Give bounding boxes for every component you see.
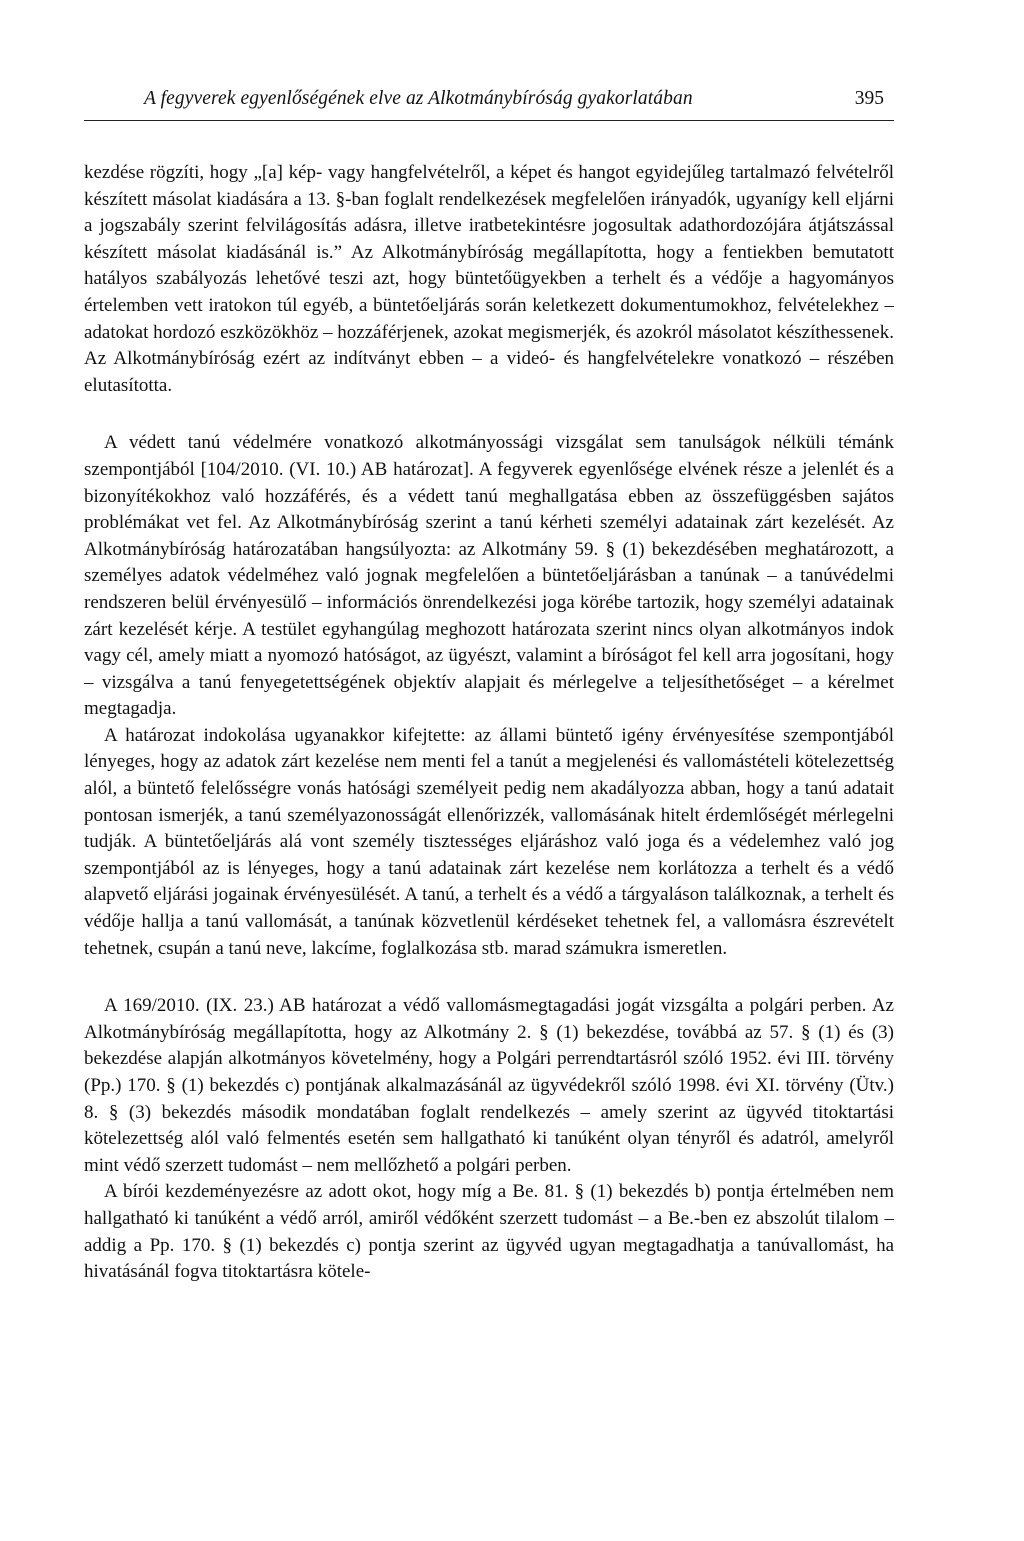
paragraph-reasoning: A határozat indokolása ugyanakkor kifejtette: az állami büntető igény érvényesítése szempontjából lényeges, hogy az adatok zárt kezelése nem menti fel a tanút a megjelenési és vallomástételi kötelezettség alól, a büntető felelősségre vonás hatósági személyeit pedig nem akadályozza abban, hogy a tanú adatait pontosan ismerjék, a tanú személyazonosságát ellenőrizzék, vallomásának hitelt érdemlőségét mérlegelni tudják. A büntetőeljárás alá vont személy tisztességes eljáráshoz való joga és a védelemhez való jog szempontjából az is lényeges, hogy a tanú adatainak zárt kezelése nem korlátozza a terhelt és a védő alapvető eljárási jogainak érvényesülését. A tanú, a terhelt és a védő a tárgyaláson találkoznak, a terhelt és védője hallja a tanú vallomását, a tanúnak közvetlenül kérdéseket tehetnek fel, a vallomásra észrevételt tehetnek, csupán a tanú neve, lakcíme, foglalkozása stb. marad számukra ismeretlen.	[84, 724, 894, 959]
document-page	[84, 78, 894, 1286]
paragraph-civil-procedure: A 169/2010. (IX. 23.) AB határozat a védő vallomásmegtagadási jogát vizsgálta a polgári perben. Az Alkotmánybíróság megállapította, hogy az Alkotmány 2. § (1) bekezdése, továbbá az 57. § (1) és (3) bekezdése alapján alkotmányos követelmény, hogy a Polgári perrendtartásról szóló 1952. évi III. törvény (Pp.) 170. § (1) bekezdés c) pontjának alkalmazásánál az ügyvédekről szóló 1998. évi XI. törvény (Ütv.) 8. § (3) bekezdés második mondatában foglalt rendelkezés – amely szerint az ügyvéd titoktartási kötelezettség alól való felmentés esetén sem hallgatható ki tanúként olyan tényről és adatról, amelyről mint védő szerzett tudomást – nem mellőzhető a polgári perben.	[84, 995, 894, 1176]
body-text	[84, 160, 894, 1286]
paragraph-protected-witness: A védett tanú védelmére vonatkozó alkotmányossági vizsgálat sem tanulságok nélküli témánk szempontjából [104/2010. (VI. 10.) AB határozat]. A fegyverek egyenlősége elvének része a jelenlét és a bizonyítékokhoz való hozzáférés, és a védett tanú meghallgatása ebben az összefüggésben sajátos problémákat vet fel. Az Alkotmánybíróság szerint a tanú kérheti személyi adatainak zárt kezelését. Az Alkotmánybíróság határozatában hangsúlyozta: az Alkotmány 59. § (1) bekezdésében meghatározott, a személyes adatok védelméhez való jognak megfelelően a büntetőeljárásban a tanúnak – a tanúvédelmi rendszeren belül érvényesülő – információs önrendelkezési joga körébe tartozik, hogy személyi adatainak zárt kezelését kérje. A testület egyhangúlag meghozott határozata szerint nincs olyan alkotmányos indok vagy cél, amely miatt a nyomozó hatóságot, az ügyészt, valamint a bíróságot fel kell arra jogosítani, hogy – vizsgálva a tanú fenyegetettségének objektív alapjait és mérlegelve a teljesíthetőséget – a kérelmet megtagadja.	[84, 432, 894, 720]
paragraph-judicial-initiative: A bírói kezdeményezésre az adott okot, hogy míg a Be. 81. § (1) bekezdés b) pontja értelmében nem hallgatható ki tanúként a védő arról, amiről védőként szerzett tudomást – a Be.-ben ez abszolút tilalom – addig a Pp. 170. § (1) bekezdés c) pontja szerint az ügyvéd ugyan megtagadhatja a tanúvallomást, ha hivatásánál fogva titoktartásra kötele-	[84, 1181, 894, 1283]
page-number: 395	[854, 88, 884, 109]
paragraph-continuation: kezdése rögzíti, hogy „[a] kép- vagy hangfelvételről, a képet és hangot egyidejűleg tartalmazó felvételről készített másolat kiadására a 13. §-ban foglalt rendelkezések megfelelően irányadók, ugyanígy kell eljárni a jogszabály szerint felvilágosítás adásra, illetve iratbetekintésre jogosultak adathordozójára átjátszással készített másolat kiadásánál is.” Az Alkotmánybíróság megállapította, hogy a fentiekben bemutatott hatályos szabályozás lehetővé teszi azt, hogy büntetőügyekben a terhelt és a védője a hagyományos értelemben vett iratokon túl egyéb, a büntetőeljárás során keletkezett dokumentumokhoz, felvételekhez – adatokat hordozó eszközökhöz – hozzáférjenek, azokat megismerjék, és azokról másolatot készíthessenek. Az Alkotmánybíróság ezért az indítványt ebben – a videó- és hangfelvételekre vonatkozó – részében elutasította.	[84, 162, 894, 396]
running-title: A fegyverek egyenlőségének elve az Alkotmánybíróság gyakorlatában	[144, 88, 693, 109]
running-header	[84, 78, 894, 121]
